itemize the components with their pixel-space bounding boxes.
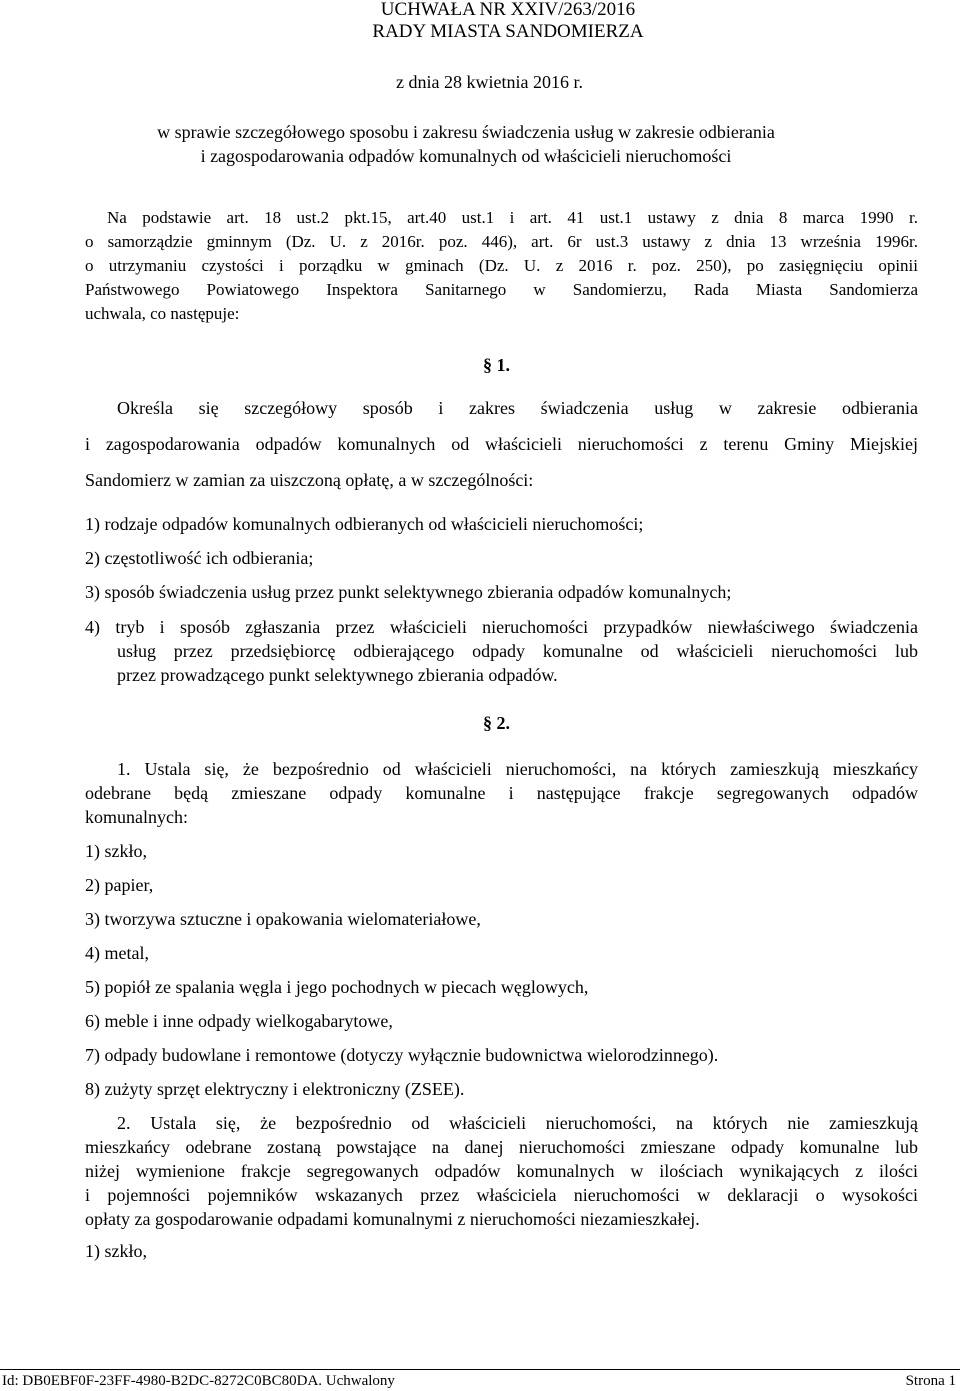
section-2-paragraph-line: mieszkańcy odebrane zostaną powstające na danej nieruchomości zmieszane odpady komunalne lub: [85, 1137, 918, 1157]
section-2-paragraph-line: odebrane będą zmieszane odpady komunalne i następujące frakcje segregowanych odpadów: [85, 783, 918, 803]
preamble-line: Państwowego Powiatowego Inspektora Sanitarnego w Sandomierzu, Rada Miasta Sandomierza: [85, 280, 918, 299]
section-2-paragraph-line: opłaty za gospodarowanie odpadami komunalnymi z nieruchomości niezamieszkałej.: [85, 1209, 700, 1229]
section-1-intro-line: i zagospodarowania odpadów komunalnych od właścicieli nieruchomości z terenu Gminy Miejskiej: [85, 434, 918, 454]
list-item: 6) meble i inne odpady wielkogabarytowe,: [85, 1011, 393, 1031]
list-item-continuation: usług przez przedsiębiorcę odbierającego odpady komunalne od właścicieli nieruchomości lub: [117, 641, 918, 661]
footer-divider: [0, 1369, 960, 1370]
section-2-paragraph-line: 1. Ustala się, że bezpośrednio od właścicieli nieruchomości, na których zamieszkują mieszkańcy: [117, 759, 918, 779]
preamble-line: o utrzymaniu czystości i porządku w gminach (Dz. U. z 2016 r. poz. 250), po zasięgnięciu opinii: [85, 256, 918, 275]
list-item: 8) zużyty sprzęt elektryczny i elektroniczny (ZSEE).: [85, 1079, 465, 1099]
section-1-intro-line: Określa się szczegółowy sposób i zakres świadczenia usług w zakresie odbierania: [117, 398, 918, 418]
list-item: 1) szkło,: [85, 841, 147, 861]
list-item: 1) szkło,: [85, 1241, 147, 1261]
list-item: 4) metal,: [85, 943, 149, 963]
resolution-number: UCHWAŁA NR XXIV/263/2016: [380, 0, 636, 20]
list-item: 2) papier,: [85, 875, 154, 895]
page-number: Strona 1: [905, 1373, 956, 1389]
list-item: 1) rodzaje odpadów komunalnych odbieranych od właścicieli nieruchomości;: [85, 514, 644, 534]
section-1-intro-line: Sandomierz w zamian za uiszczoną opłatę, a w szczególności:: [85, 470, 534, 490]
subject-line-1: w sprawie szczegółowego sposobu i zakresu świadczenia usług w zakresie odbierania: [157, 122, 775, 142]
preamble-line: o samorządzie gminnym (Dz. U. z 2016r. poz. 446), art. 6r ust.3 ustawy z dnia 13 września 1996r.: [85, 232, 918, 251]
section-1-heading: § 1.: [483, 355, 510, 375]
council-name: RADY MIASTA SANDOMIERZA: [372, 21, 644, 42]
list-item: 3) sposób świadczenia usług przez punkt selektywnego zbierania odpadów komunalnych;: [85, 582, 732, 602]
list-item: 4) tryb i sposób zgłaszania przez właścicieli nieruchomości przypadków niewłaściwego świadczenia: [85, 617, 918, 637]
list-item: 7) odpady budowlane i remontowe (dotyczy wyłącznie budownictwa wielorodzinnego).: [85, 1045, 719, 1065]
list-item: 2) częstotliwość ich odbierania;: [85, 548, 314, 568]
list-item: 3) tworzywa sztuczne i opakowania wielomateriałowe,: [85, 909, 481, 929]
section-2-paragraph-line: i pojemności pojemników wskazanych przez właściciela nieruchomości w deklaracji o wysokości: [85, 1185, 918, 1205]
preamble-line: uchwala, co następuje:: [85, 304, 240, 323]
section-2-paragraph-line: niżej wymienione frakcje segregowanych odpadów komunalnych w ilościach wynikających z ilości: [85, 1161, 918, 1181]
list-item-continuation: przez prowadzącego punkt selektywnego zbierania odpadów.: [117, 665, 558, 685]
section-2-paragraph-line: 2. Ustala się, że bezpośrednio od właścicieli nieruchomości, na których nie zamieszkują: [117, 1113, 918, 1133]
subject-line-2: i zagospodarowania odpadów komunalnych od właścicieli nieruchomości: [200, 146, 732, 166]
preamble-line: Na podstawie art. 18 ust.2 pkt.15, art.40 ust.1 i art. 41 ust.1 ustawy z dnia 8 marca 1990 r.: [107, 208, 918, 227]
section-2-heading: § 2.: [483, 713, 510, 733]
list-item: 5) popiół ze spalania węgla i jego pochodnych w piecach węglowych,: [85, 977, 589, 997]
section-2-paragraph-line: komunalnych:: [85, 807, 188, 827]
resolution-date: z dnia 28 kwietnia 2016 r.: [396, 72, 583, 92]
document-id: Id: DB0EBF0F-23FF-4980-B2DC-8272C0BC80DA. Uchwalony: [2, 1373, 395, 1389]
